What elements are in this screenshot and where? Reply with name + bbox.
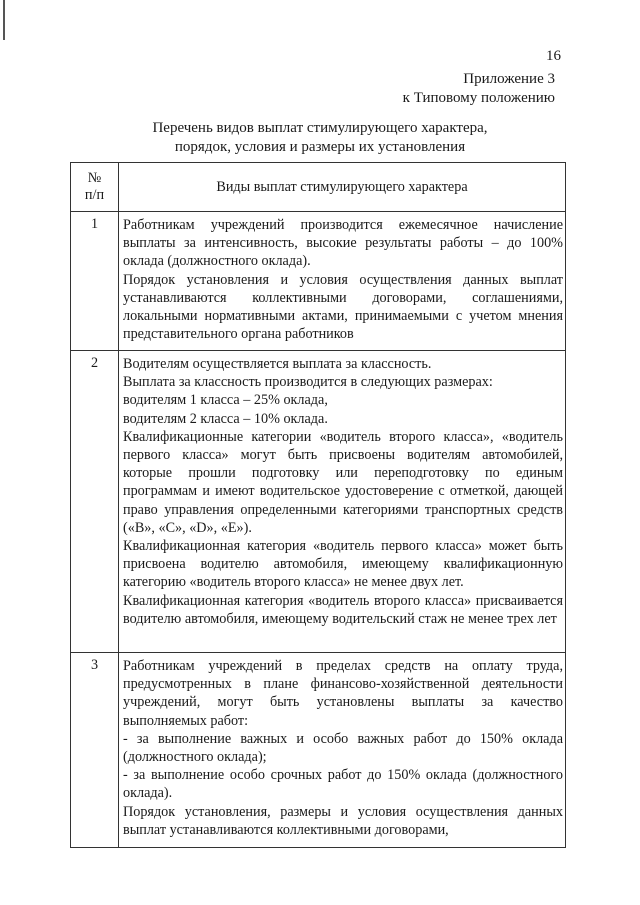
row-paragraph: Порядок установления и условия осуществления данных выплат устанавливаются коллективными договорами, соглашениями, локальными нормативными актами, принимаемыми с учетом мнения представительного органа работников [123,271,563,343]
row-paragraph: Работникам учреждений производится ежемесячное начисление выплаты за интенсивность, высокие результаты работы – до 100% оклада (должностного оклада). [123,217,563,270]
row-content [119,653,566,848]
page-number: 16 [546,48,561,64]
table-row [71,351,566,653]
title-line-1: Перечень видов выплат стимулирующего характера, [152,120,488,136]
appendix-line-1: Приложение 3 [463,71,555,87]
row-paragraph: Квалификационная категория «водитель первого класса» может быть присвоена водителю автомобиля, имеющему квалификационную категорию «водитель второго класса» не менее двух лет. [123,538,563,591]
row-number: 3 [71,653,119,848]
row-paragraph: Водителям осуществляется выплата за классность. [123,356,432,372]
row-content [119,351,566,653]
row-paragraph: Квалификационные категории «водитель второго класса», «водитель первого класса» могут быть присвоены водителям автомобилей, которые прошли подготовку или переподготовку по единым программам и имеют водительское удостоверение с отметкой, дающей право управления определенными категориями транспортных средств («В», «С», «D», «Е»). [123,428,563,536]
row-paragraph: Квалификационная категория «водитель второго класса» присваивается водителю автомобиля, имеющему водительский стаж не менее трех лет [123,592,563,627]
row-paragraph: Выплата за классность производится в следующих размерах: [123,374,493,391]
document-title [0,119,640,157]
appendix-line-2: к Типовому положению [402,90,555,106]
title-line-2: порядок, условия и размеры их установления [174,139,466,155]
table-row [71,653,566,848]
scan-edge-mark [3,0,5,40]
header-number: № п/п [71,163,119,212]
row-paragraph: - за выполнение важных и особо важных работ до 150% оклада (должностного оклада); [123,730,563,766]
table-row [71,212,566,351]
row-content [119,212,566,351]
row-paragraph: - за выполнение особо срочных работ до 150% оклада (должностного оклада). [123,767,563,802]
row-number: 2 [71,351,119,653]
header-payment-type: Виды выплат стимулирующего характера [119,163,566,212]
row-paragraph: водителям 2 класса – 10% оклада. [123,410,328,427]
payments-table [70,162,566,848]
row-paragraph: Порядок установления, размеры и условия осуществления данных выплат устанавливаются коллективными договорами, [123,803,563,838]
table-header-row [71,163,566,212]
appendix-reference [403,70,555,108]
row-paragraph: водителям 1 класса – 25% оклада, [123,392,328,409]
row-number: 1 [71,212,119,351]
row-paragraph: Работникам учреждений в пределах средств на оплату труда, предусмотренных в плане финансово-хозяйственной деятельности учреждений, могут быть установлены выплаты за качество выполняемых работ: [123,658,563,729]
